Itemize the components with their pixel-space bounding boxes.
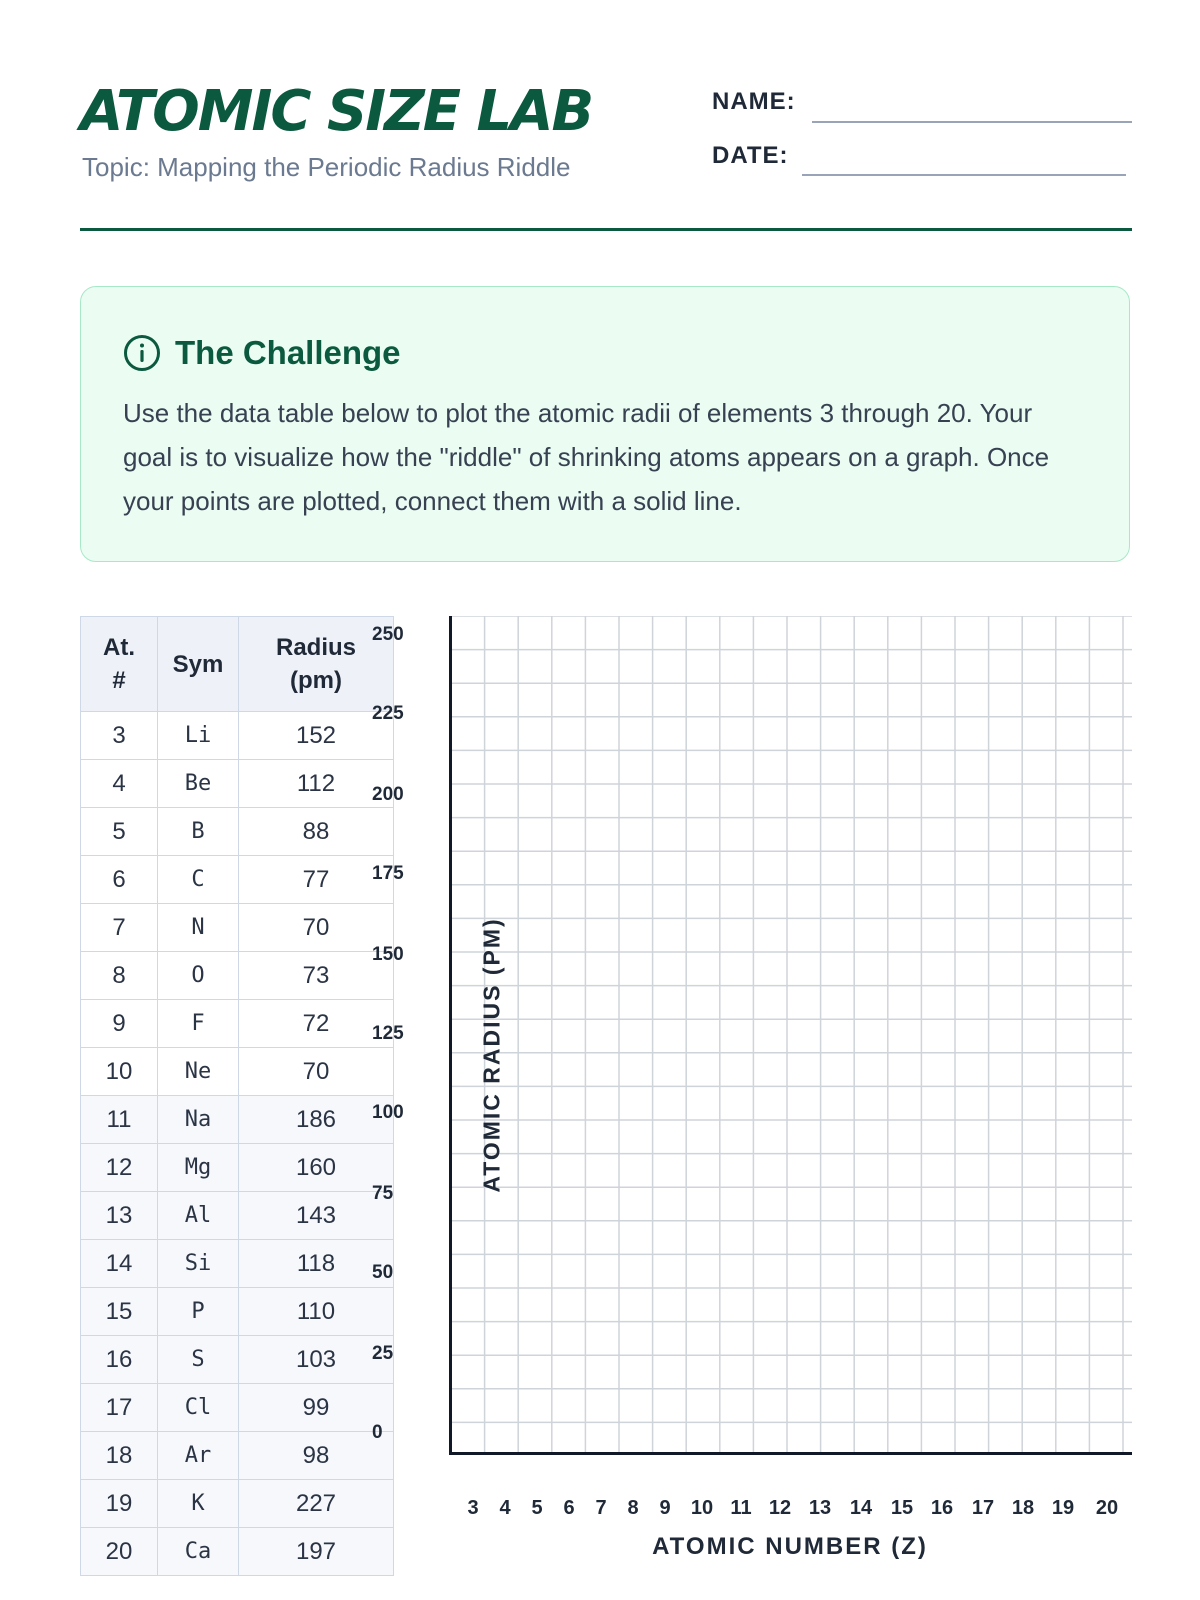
- y-tick-label: 75: [372, 1183, 394, 1204]
- cell-symbol: Be: [158, 760, 239, 808]
- table-row: [81, 1384, 394, 1432]
- x-tick-label: 6: [563, 1497, 575, 1519]
- cell-radius: 77: [239, 856, 394, 904]
- cell-radius: 88: [239, 808, 394, 856]
- cell-radius: 99: [239, 1384, 394, 1432]
- header-atomic-number-line2: #: [112, 667, 126, 694]
- x-tick-label: 14: [849, 1497, 873, 1519]
- cell-radius: 72: [239, 1000, 394, 1048]
- cell-radius: 103: [239, 1336, 394, 1384]
- x-tick-label: 8: [627, 1497, 639, 1519]
- cell-symbol: K: [158, 1480, 239, 1528]
- header-divider: [80, 228, 1132, 231]
- x-tick-label: 12: [768, 1497, 792, 1519]
- table-row: [81, 1240, 394, 1288]
- cell-atomic-number: 20: [81, 1528, 158, 1576]
- cell-atomic-number: 18: [81, 1432, 158, 1480]
- cell-radius: 98: [239, 1432, 394, 1480]
- cell-radius: 70: [239, 1048, 394, 1096]
- cell-symbol: C: [158, 856, 239, 904]
- challenge-header: [123, 333, 401, 373]
- cell-symbol: Mg: [158, 1144, 239, 1192]
- x-tick-label: 20: [1095, 1497, 1119, 1519]
- header-radius-line2: (pm): [290, 667, 342, 694]
- y-axis-title: ATOMIC RADIUS (PM): [478, 917, 505, 1193]
- y-tick-label: 0: [372, 1422, 383, 1443]
- cell-symbol: F: [158, 1000, 239, 1048]
- x-tick-label: 13: [808, 1497, 832, 1519]
- cell-atomic-number: 12: [81, 1144, 158, 1192]
- name-label: NAME:: [712, 88, 796, 115]
- cell-atomic-number: 3: [81, 712, 158, 760]
- cell-radius: 186: [239, 1096, 394, 1144]
- y-tick-label: 125: [372, 1023, 404, 1044]
- y-tick-label: 175: [372, 863, 404, 884]
- table-row: [81, 1192, 394, 1240]
- date-label: DATE:: [712, 142, 789, 169]
- cell-atomic-number: 16: [81, 1336, 158, 1384]
- x-tick-label: 11: [730, 1497, 752, 1519]
- graph-grid[interactable]: [451, 616, 1132, 1454]
- header-radius-line1: Radius: [275, 634, 356, 661]
- table-row: [81, 1096, 394, 1144]
- page-title: ATOMIC SIZE LAB: [80, 79, 593, 144]
- table-header-row: [81, 617, 394, 712]
- x-tick-label: 9: [659, 1497, 671, 1519]
- cell-symbol: N: [158, 904, 239, 952]
- cell-atomic-number: 19: [81, 1480, 158, 1528]
- header-symbol: Sym: [158, 617, 239, 712]
- x-axis-title: ATOMIC NUMBER (Z): [652, 1533, 928, 1560]
- x-tick-label: 19: [1051, 1497, 1075, 1519]
- cell-symbol: Ne: [158, 1048, 239, 1096]
- cell-radius: 197: [239, 1528, 394, 1576]
- table-row: [81, 1480, 394, 1528]
- challenge-box: [80, 286, 1130, 562]
- cell-symbol: Ar: [158, 1432, 239, 1480]
- cell-radius: 73: [239, 952, 394, 1000]
- y-tick-label: 250: [372, 624, 404, 645]
- x-tick-label: 7: [595, 1497, 607, 1519]
- cell-atomic-number: 4: [81, 760, 158, 808]
- cell-radius: 70: [239, 904, 394, 952]
- y-tick-label: 25: [372, 1343, 394, 1364]
- cell-atomic-number: 13: [81, 1192, 158, 1240]
- cell-symbol: S: [158, 1336, 239, 1384]
- table-row: [81, 1048, 394, 1096]
- x-tick-label: 15: [890, 1497, 914, 1519]
- table-row: [81, 808, 394, 856]
- cell-radius: 160: [239, 1144, 394, 1192]
- cell-radius: 112: [239, 760, 394, 808]
- cell-radius: 110: [239, 1288, 394, 1336]
- cell-radius: 118: [239, 1240, 394, 1288]
- table-row: [81, 1528, 394, 1576]
- x-tick-label: 4: [499, 1497, 511, 1519]
- cell-atomic-number: 10: [81, 1048, 158, 1096]
- y-tick-label: 225: [372, 703, 404, 724]
- cell-symbol: Na: [158, 1096, 239, 1144]
- cell-atomic-number: 7: [81, 904, 158, 952]
- table-row: [81, 1336, 394, 1384]
- table-row: [81, 952, 394, 1000]
- x-tick-label: 16: [930, 1497, 954, 1519]
- cell-atomic-number: 6: [81, 856, 158, 904]
- radius-data-table: [80, 616, 394, 1576]
- challenge-title: The Challenge: [175, 334, 401, 371]
- y-tick-label: 200: [372, 784, 404, 805]
- cell-symbol: O: [158, 952, 239, 1000]
- header-radius: [239, 617, 394, 712]
- cell-atomic-number: 9: [81, 1000, 158, 1048]
- table-row: [81, 1288, 394, 1336]
- table-row: [81, 1432, 394, 1480]
- name-field-line[interactable]: [812, 121, 1132, 123]
- x-tick-label: 3: [467, 1497, 479, 1519]
- cell-symbol: Cl: [158, 1384, 239, 1432]
- x-tick-label: 5: [531, 1497, 543, 1519]
- x-tick-label: 18: [1011, 1497, 1035, 1519]
- header-atomic-number: [81, 617, 158, 712]
- table-row: [81, 760, 394, 808]
- cell-radius: 143: [239, 1192, 394, 1240]
- challenge-text: Use the data table below to plot the atomic radii of elements 3 through 20. Your goal is to visualize how the "riddle" of shrinking atoms appears on a graph. Once your points are plotted, connect them with a solid line.: [123, 398, 1050, 516]
- x-tick-label: 10: [690, 1497, 714, 1519]
- cell-radius: 152: [239, 712, 394, 760]
- cell-symbol: B: [158, 808, 239, 856]
- cell-atomic-number: 8: [81, 952, 158, 1000]
- x-axis-line: [449, 1452, 1132, 1455]
- cell-radius: 227: [239, 1480, 394, 1528]
- table-row: [81, 712, 394, 760]
- y-tick-label: 150: [372, 944, 404, 965]
- cell-symbol: Al: [158, 1192, 239, 1240]
- y-tick-label: 100: [372, 1102, 404, 1123]
- table-row: [81, 904, 394, 952]
- cell-atomic-number: 5: [81, 808, 158, 856]
- table-row: [81, 1144, 394, 1192]
- cell-symbol: Si: [158, 1240, 239, 1288]
- date-field-line[interactable]: [802, 174, 1126, 176]
- info-icon: [123, 334, 161, 372]
- table-row: [81, 856, 394, 904]
- cell-atomic-number: 14: [81, 1240, 158, 1288]
- topic-subtitle: Topic: Mapping the Periodic Radius Riddle: [82, 152, 571, 182]
- cell-atomic-number: 15: [81, 1288, 158, 1336]
- cell-symbol: P: [158, 1288, 239, 1336]
- cell-atomic-number: 11: [81, 1096, 158, 1144]
- table-row: [81, 1000, 394, 1048]
- y-tick-label: 50: [372, 1262, 394, 1283]
- cell-atomic-number: 17: [81, 1384, 158, 1432]
- header-atomic-number-line1: At.: [103, 634, 135, 661]
- cell-symbol: Ca: [158, 1528, 239, 1576]
- x-tick-label: 17: [971, 1497, 995, 1519]
- y-axis-line: [449, 616, 452, 1455]
- cell-symbol: Li: [158, 712, 239, 760]
